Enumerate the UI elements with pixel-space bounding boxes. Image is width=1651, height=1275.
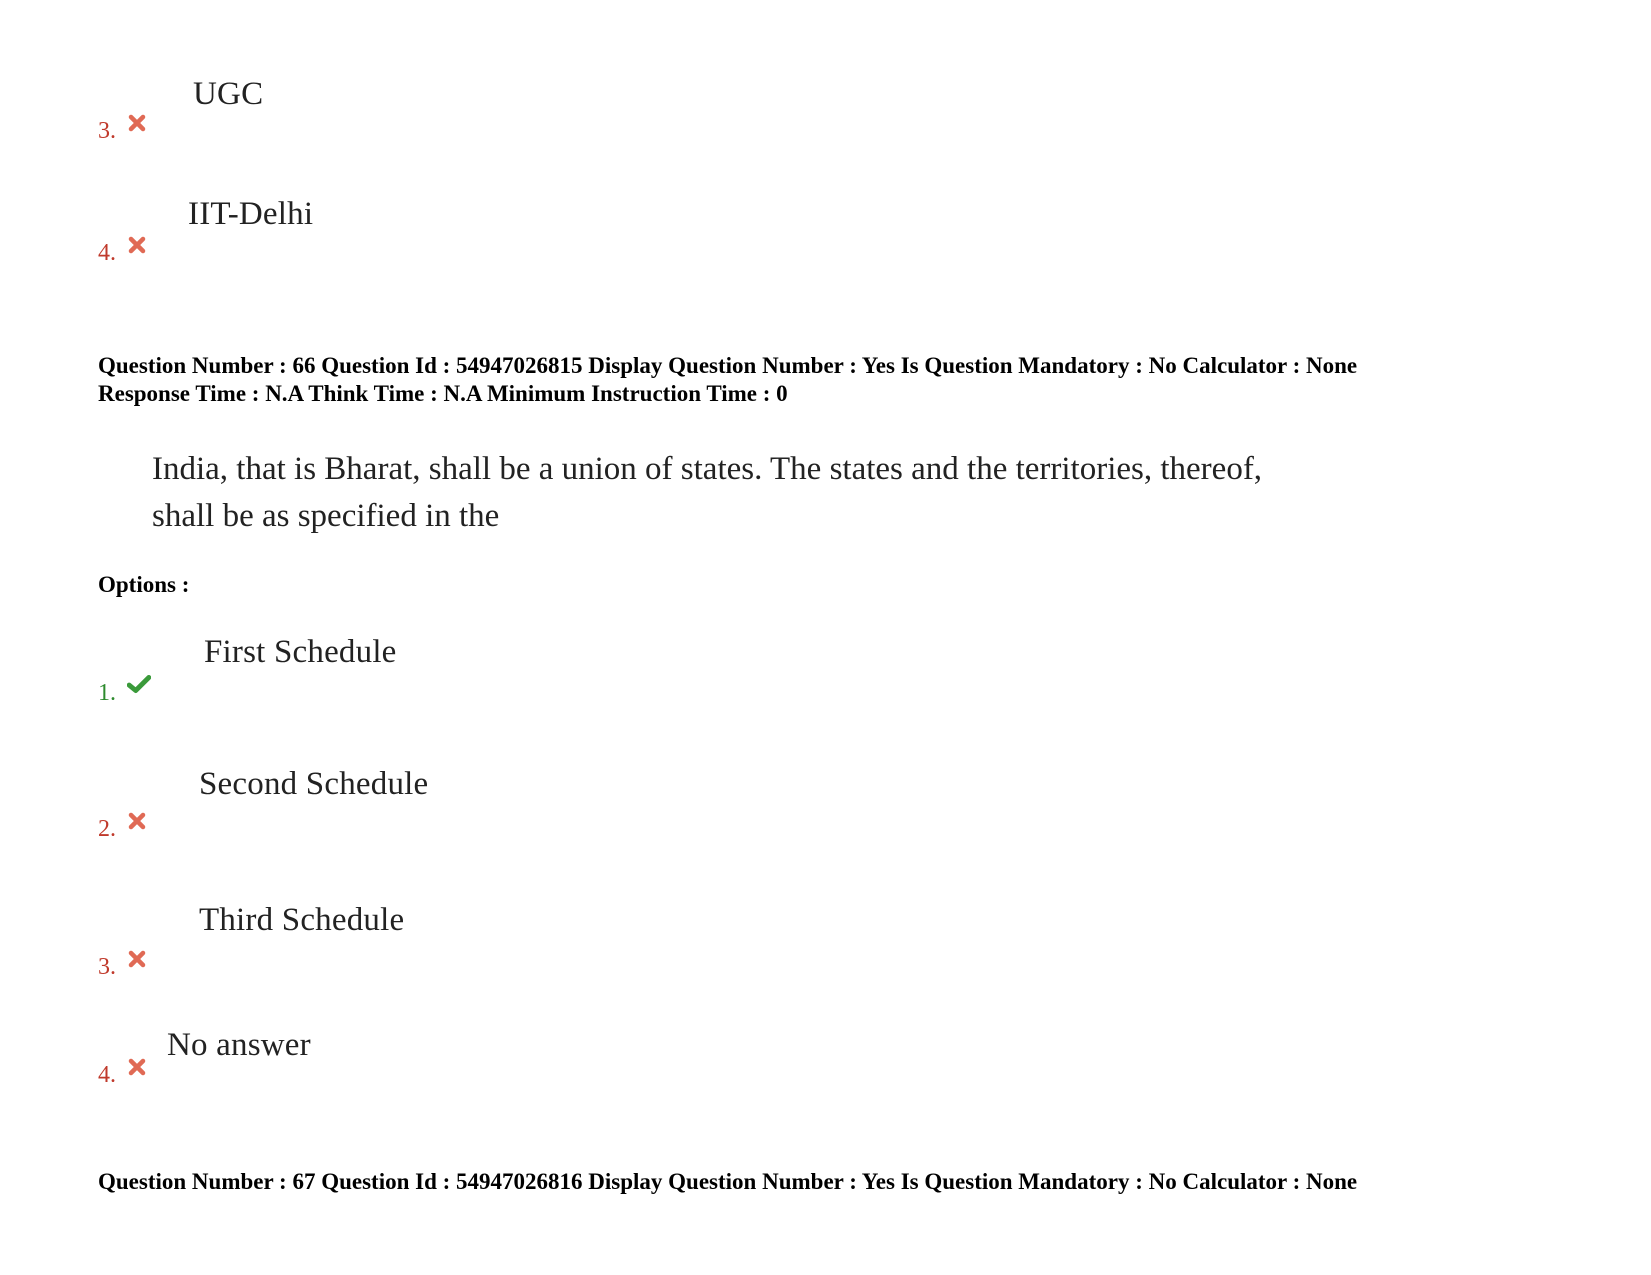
cross-icon (128, 114, 146, 132)
option-2-number (98, 816, 146, 843)
option-number: 4. (98, 1062, 116, 1088)
question-66-text (152, 446, 1412, 540)
question-67-meta: Question Number : 67 Question Id : 54947026816 Display Question Number : Yes Is Question Mandatory : No Calculator : None (98, 1169, 1358, 1194)
cross-icon (128, 950, 146, 968)
option-number: 2. (98, 816, 116, 842)
prev-option-3-number (98, 118, 146, 145)
option-number: 1. (98, 680, 116, 706)
option-2-text: Second Schedule (199, 766, 429, 802)
option-number: 3. (98, 954, 116, 980)
options-label: Options : (98, 572, 190, 597)
question-66-text-line2: shall be as specified in the (152, 498, 500, 534)
option-number: 3. (98, 118, 116, 144)
cross-icon (128, 1058, 146, 1076)
option-4-number (98, 1062, 146, 1089)
option-1-number (98, 680, 151, 707)
prev-option-4-text: IIT-Delhi (188, 196, 314, 232)
cross-icon (128, 236, 146, 254)
prev-option-4-number (98, 240, 146, 267)
option-1-text: First Schedule (204, 634, 397, 670)
option-4-text: No answer (167, 1027, 311, 1063)
question-66-text-line1: India, that is Bharat, shall be a union of states. The states and the territories, thereof, (152, 451, 1263, 487)
option-number: 4. (98, 240, 116, 266)
checkmark-icon (127, 674, 151, 694)
option-3-number (98, 954, 146, 981)
question-66-meta-line1: Question Number : 66 Question Id : 54947026815 Display Question Number : Yes Is Question Mandatory : No Calculator : None (98, 353, 1358, 378)
option-3-text: Third Schedule (199, 902, 405, 938)
cross-icon (128, 812, 146, 830)
prev-option-3-text: UGC (193, 76, 264, 112)
question-66-meta-line2: Response Time : N.A Think Time : N.A Minimum Instruction Time : 0 (98, 381, 788, 406)
question-66-meta (98, 352, 1357, 408)
